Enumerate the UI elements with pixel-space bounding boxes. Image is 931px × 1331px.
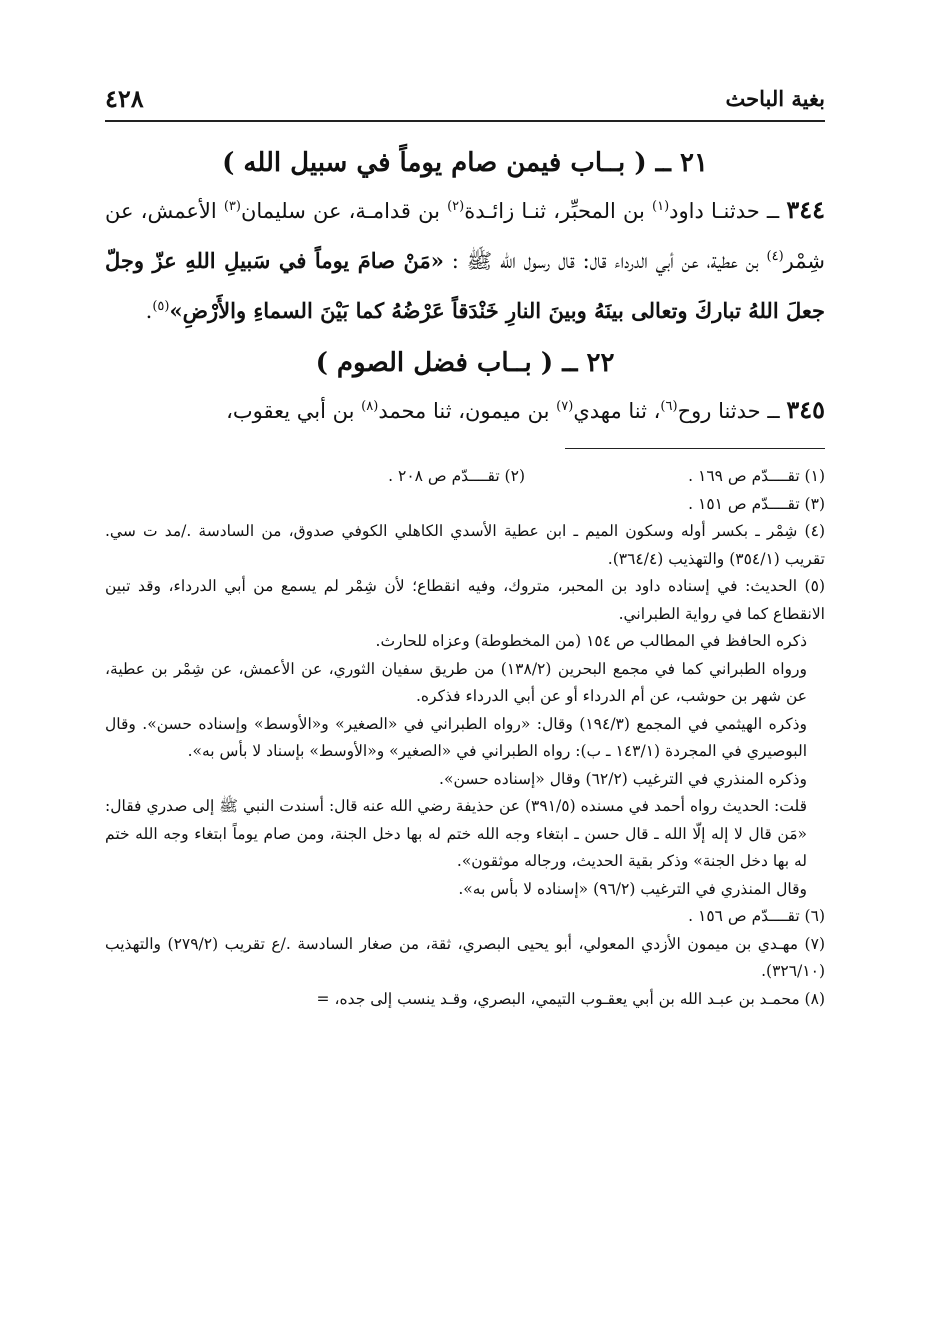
footnote-separator [565,448,825,449]
footnote-5-paragraph: وذكره المنذري في الترغيب (٦٢/٢) وقال «إسناده حسن». [439,769,807,788]
footnote-5: (٥) الحديث: في إسناده داود بن المحبر، متروك، وفيه انقطاع؛ لأن شِمْر لم يسمع من أبي الدرداء، وقد تبين الانقطاع كما في رواية الطبراني. [105,577,825,623]
isnad-part: بن المحبِّر، ثنـا زائـدة [464,199,653,223]
footnote-marker: (٤) [766,249,784,264]
footnote-2: (٢) تقــــدّم ص ٢٠٨ . [388,467,525,485]
footnote-marker: (٨) [361,399,379,414]
footnote-marker: (٣) [223,199,241,214]
footnote-4: (٤) شِمْر ـ بكسر أوله وسكون الميم ـ ابن عطية الأسدي الكاهلي الكوفي صدوق، من السادسة ./مد ت سي. تقريب (٣٥٤/١) والتهذيب (٣٦٤/٤). [105,522,825,568]
book-page [105,80,825,1013]
isnad-part: بن ميمون، ثنا محمد [378,399,557,423]
chapter-heading-21: ٢١ ــ ( بــاب فيمن صام يوماً في سبيل الله ) [222,148,708,178]
isnad-part: الأعمش، عن شِمْر [105,199,825,273]
footnote-6: (٦) تقــــدّم ص ١٥٦ . [688,907,825,925]
page-header [105,80,825,122]
footnote-5-paragraph: وقال المنذري في الترغيب (٩٦/٢) «إسناده لا بأس به». [458,879,807,898]
footnote-3: (٣) تقــــدّم ص ١٥١ . [688,494,825,513]
footnote-marker: (٦) [660,399,678,414]
footnote-7: (٧) مهـدي بن ميمون الأزدي المعولي، أبو يحيى البصري، ثقة، من صغار السادسة ./ع تقريب (٢٧٩/٢) والتهذيب (٣٢٦/١٠). [105,934,825,980]
isnad-part: بن أبي يعقوب، [226,399,362,423]
hadith-number: ٣٤٥ [786,395,825,424]
chapter-heading-22: ٢٢ ــ ( بــاب فضل الصوم ) [315,348,615,378]
hadith-345 [105,384,825,434]
hadith-345-text [105,384,825,434]
isnad-part: ــ حدثنا روح [677,399,787,423]
footnotes [105,463,825,1013]
hadith-matn: «مَنْ صامَ يوماً في سَبيلِ اللهِ عزّ وجلّ جعلَ اللهُ تباركَ وتعالى بينَهُ وبينَ النارِ خَنْدَقاً عَرْضُهُ كما بَيْنَ السماءِ والأَرْضِ» [105,248,825,323]
hadith-344-text [105,184,825,334]
hadith-344 [105,184,825,334]
footnote-5-paragraph: قلت: الحديث رواه أحمد في مسنده (٣٩١/٥) عن حذيفة رضي الله عنه قال: أسندت النبي ﷺ إلى صدري فقال: «مَن قال لا إله إلّا الله ـ قال حسن ـ ابتغاء وجه الله ختم له بها دخل الجنة، ومن صام يوماً ابتغاء وجه الله ختم له بها دخل الجنة» وذكر بقية الحديث، ورجاله موثقون». [105,797,807,870]
footnote-8: (٨) محمـد بن عبـد الله بن أبي يعقـوب التيمي، البصري، وقـد ينسب إلى جده، = [316,989,825,1008]
period: . [145,299,153,323]
footnote-5-paragraph: ذكره الحافظ في المطالب ص ١٥٤ (من المخطوطة) وعزاه للحارث. [375,632,807,650]
footnote-marker: (٧) [556,399,574,414]
isnad-part: بن عطية، عن أبي الدرداء قال: قال رسول الله ﷺ : [443,249,767,273]
hadith-number: ٣٤٤ [786,195,825,224]
footnote-1: (١) تقــــدّم ص ١٦٩ . [688,467,825,485]
footnote-marker: (٥) [152,299,170,314]
footnote-5-paragraph: ورواه الطبراني كما في مجمع البحرين (١٣٨/٢) من طريق سفيان الثوري، عن الأعمش، عن شِمْر بن عطية، عن شهر بن حوشب، عن أم الدرداء أو عن أبي الدرداء فذكره. [105,659,808,705]
footnote-marker: (١) [652,199,670,214]
footnote-5-paragraph: وذكره الهيثمي في المجمع (١٩٤/٣) وقال: «رواه الطبراني في «الصغير» و«الأوسط» وإسناده حسن». وقال البوصيري في المجردة (١٤٣/١ ـ ب): رواه الطبراني في «الصغير» و«الأوسط» بإسناد لا بأس به». [105,714,808,760]
footnote-marker: (٢) [447,199,465,214]
isnad-part: ــ حدثنـا داود [669,199,787,223]
running-title: بغية الباحث [725,86,825,111]
isnad-part: ، ثنا مهدي [573,399,661,423]
isnad-part: بن قدامـة، عن سليمان [240,199,448,223]
page-number: ٤٢٨ [105,84,144,113]
footnote-row [105,463,825,491]
